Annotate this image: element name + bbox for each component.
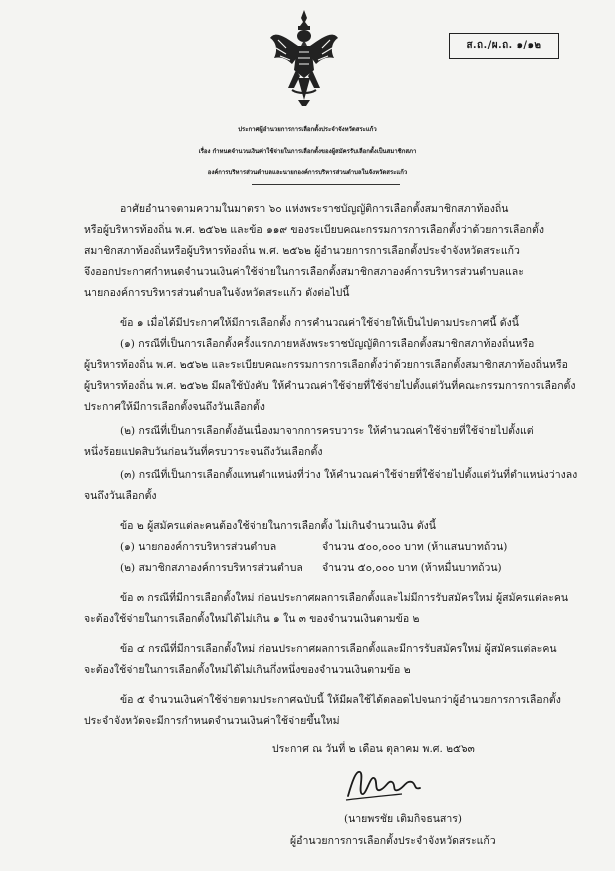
clause-2-item-amount: จำนวน ๕๐,๐๐๐ บาท (ห้าหมื่นบาทถ้วน) <box>322 562 502 574</box>
subject-line: เรื่อง กำหนดจำนวนเงินค่าใช้จ่ายในการเลือกตั้งของผู้สมัครรับเลือกตั้งเป็นสมาชิกสภา <box>198 148 417 155</box>
clause-2-item-label: (๒) สมาชิกสภาองค์การบริหารส่วนตำบล <box>120 562 303 574</box>
clause-1-item: (๓) กรณีที่เป็นการเลือกตั้งแทนตำแหน่งที่ว่าง ให้คำนวณค่าใช้จ่ายที่ใช้จ่ายไปตั้งแต่วันที่ตำแหน่งว่างลง <box>120 469 578 481</box>
announcement-date: ประกาศ ณ วันที่ ๒ เดือน ตุลาคม พ.ศ. ๒๕๖๓ <box>272 743 475 755</box>
preamble-line: สมาชิกสภาท้องถิ่นหรือผู้บริหารท้องถิ่น พ.ศ. ๒๕๖๒ ผู้อำนวยการการเลือกตั้งประจำจังหวัดสระแก้ว <box>84 245 520 257</box>
preamble-line: หรือผู้บริหารท้องถิ่น พ.ศ. ๒๕๖๒ และข้อ ๑๑๙ ของระเบียบคณะกรรมการการเลือกตั้งว่าด้วยการเลือกตั้ง <box>84 224 544 236</box>
garuda-emblem-icon <box>268 8 340 108</box>
clause-4-line: จะต้องใช้จ่ายในการเลือกตั้งใหม่ได้ไม่เกินกึ่งหนึ่งของจำนวนเงินตามข้อ ๒ <box>84 664 411 676</box>
announcement-title: ประกาศผู้อำนวยการการเลือกตั้งประจำจังหวัดสระแก้ว <box>238 126 377 133</box>
preamble-line: อาศัยอำนาจตามความในมาตรา ๖๐ แห่งพระราชบัญญัติการเลือกตั้งสมาชิกสภาท้องถิ่น <box>120 203 509 215</box>
document-number-box: ส.ถ./ผ.ถ. ๑/๑๒ <box>449 33 559 59</box>
clause-2-heading: ข้อ ๒ ผู้สมัครแต่ละคนต้องใช้จ่ายในการเลือกตั้ง ไม่เกินจำนวนเงิน ดังนี้ <box>120 520 436 532</box>
clause-3-line: ข้อ ๓ กรณีที่มีการเลือกตั้งใหม่ ก่อนประกาศผลการเลือกตั้งและไม่มีการรับสมัครใหม่ ผู้สมัครแต่ละคน <box>120 592 569 604</box>
clause-2-item-label: (๑) นายกองค์การบริหารส่วนตำบล <box>120 541 277 553</box>
clause-1-item: (๑) กรณีที่เป็นการเลือกตั้งครั้งแรกภายหลังพระราชบัญญัติการเลือกตั้งสมาชิกสภาท้องถิ่นหรือ <box>120 338 535 350</box>
subject-line-cont: องค์การบริหารส่วนตำบลและนายกองค์การบริหารส่วนตำบลในจังหวัดสระแก้ว <box>207 169 408 176</box>
clause-1-line: หนึ่งร้อยแปดสิบวันก่อนวันที่ครบวาระจนถึงวันเลือกตั้ง <box>84 446 323 458</box>
signer-name: (นายพรชัย เติมกิจธนสาร) <box>344 813 462 825</box>
preamble-line: นายกองค์การบริหารส่วนตำบลในจังหวัดสระแก้ว ดังต่อไปนี้ <box>84 287 350 299</box>
title-divider <box>252 184 400 185</box>
clause-1-line: จนถึงวันเลือกตั้ง <box>84 490 157 502</box>
clause-5-line: ประจำจังหวัดจะมีการกำหนดจำนวนเงินค่าใช้จ่ายขึ้นใหม่ <box>84 715 340 727</box>
clause-1-line: ประกาศให้มีการเลือกตั้งจนถึงวันเลือกตั้ง <box>84 401 265 413</box>
clause-1-line: ผู้บริหารท้องถิ่น พ.ศ. ๒๕๖๒ มีผลใช้บังคับ ให้คำนวณค่าใช้จ่ายที่ใช้จ่ายไปตั้งแต่วันที่คณะกรรมการการเลือกตั้ง <box>84 380 576 392</box>
clause-1-item: (๒) กรณีที่เป็นการเลือกตั้งอันเนื่องมาจากการครบวาระ ให้คำนวณค่าใช้จ่ายที่ใช้จ่ายไปตั้งแต่ <box>120 425 534 437</box>
clause-5-line: ข้อ ๕ จำนวนเงินค่าใช้จ่ายตามประกาศฉบับนี้ ให้มีผลใช้ได้ตลอดไปจนกว่าผู้อำนวยการการเลือกตั้ง <box>120 694 561 706</box>
clause-2-item-amount: จำนวน ๕๐๐,๐๐๐ บาท (ห้าแสนบาทถ้วน) <box>322 541 508 553</box>
clause-1-line: ผู้บริหารท้องถิ่น พ.ศ. ๒๕๖๒ และระเบียบคณะกรรมการการเลือกตั้งว่าด้วยการเลือกตั้งสมาชิกสภาท้องถิ่นหรือ <box>84 359 568 371</box>
signer-title: ผู้อำนวยการการเลือกตั้งประจำจังหวัดสระแก้ว <box>290 835 496 847</box>
clause-3-line: จะต้องใช้จ่ายในการเลือกตั้งใหม่ได้ไม่เกิน ๑ ใน ๓ ของจำนวนเงินตามข้อ ๒ <box>84 613 420 625</box>
clause-1-heading: ข้อ ๑ เมื่อได้มีประกาศให้มีการเลือกตั้ง การคำนวณค่าใช้จ่ายให้เป็นไปตามประกาศนี้ ดังนี้ <box>120 317 519 329</box>
preamble-line: จึงออกประกาศกำหนดจำนวนเงินค่าใช้จ่ายในการเลือกตั้งสมาชิกสภาองค์การบริหารส่วนตำบลและ <box>84 266 524 278</box>
signature-mark <box>342 762 432 806</box>
clause-4-line: ข้อ ๔ กรณีที่มีการเลือกตั้งใหม่ ก่อนประกาศผลการเลือกตั้งและมีการรับสมัครใหม่ ผู้สมัครแต่ละคน <box>120 643 557 655</box>
